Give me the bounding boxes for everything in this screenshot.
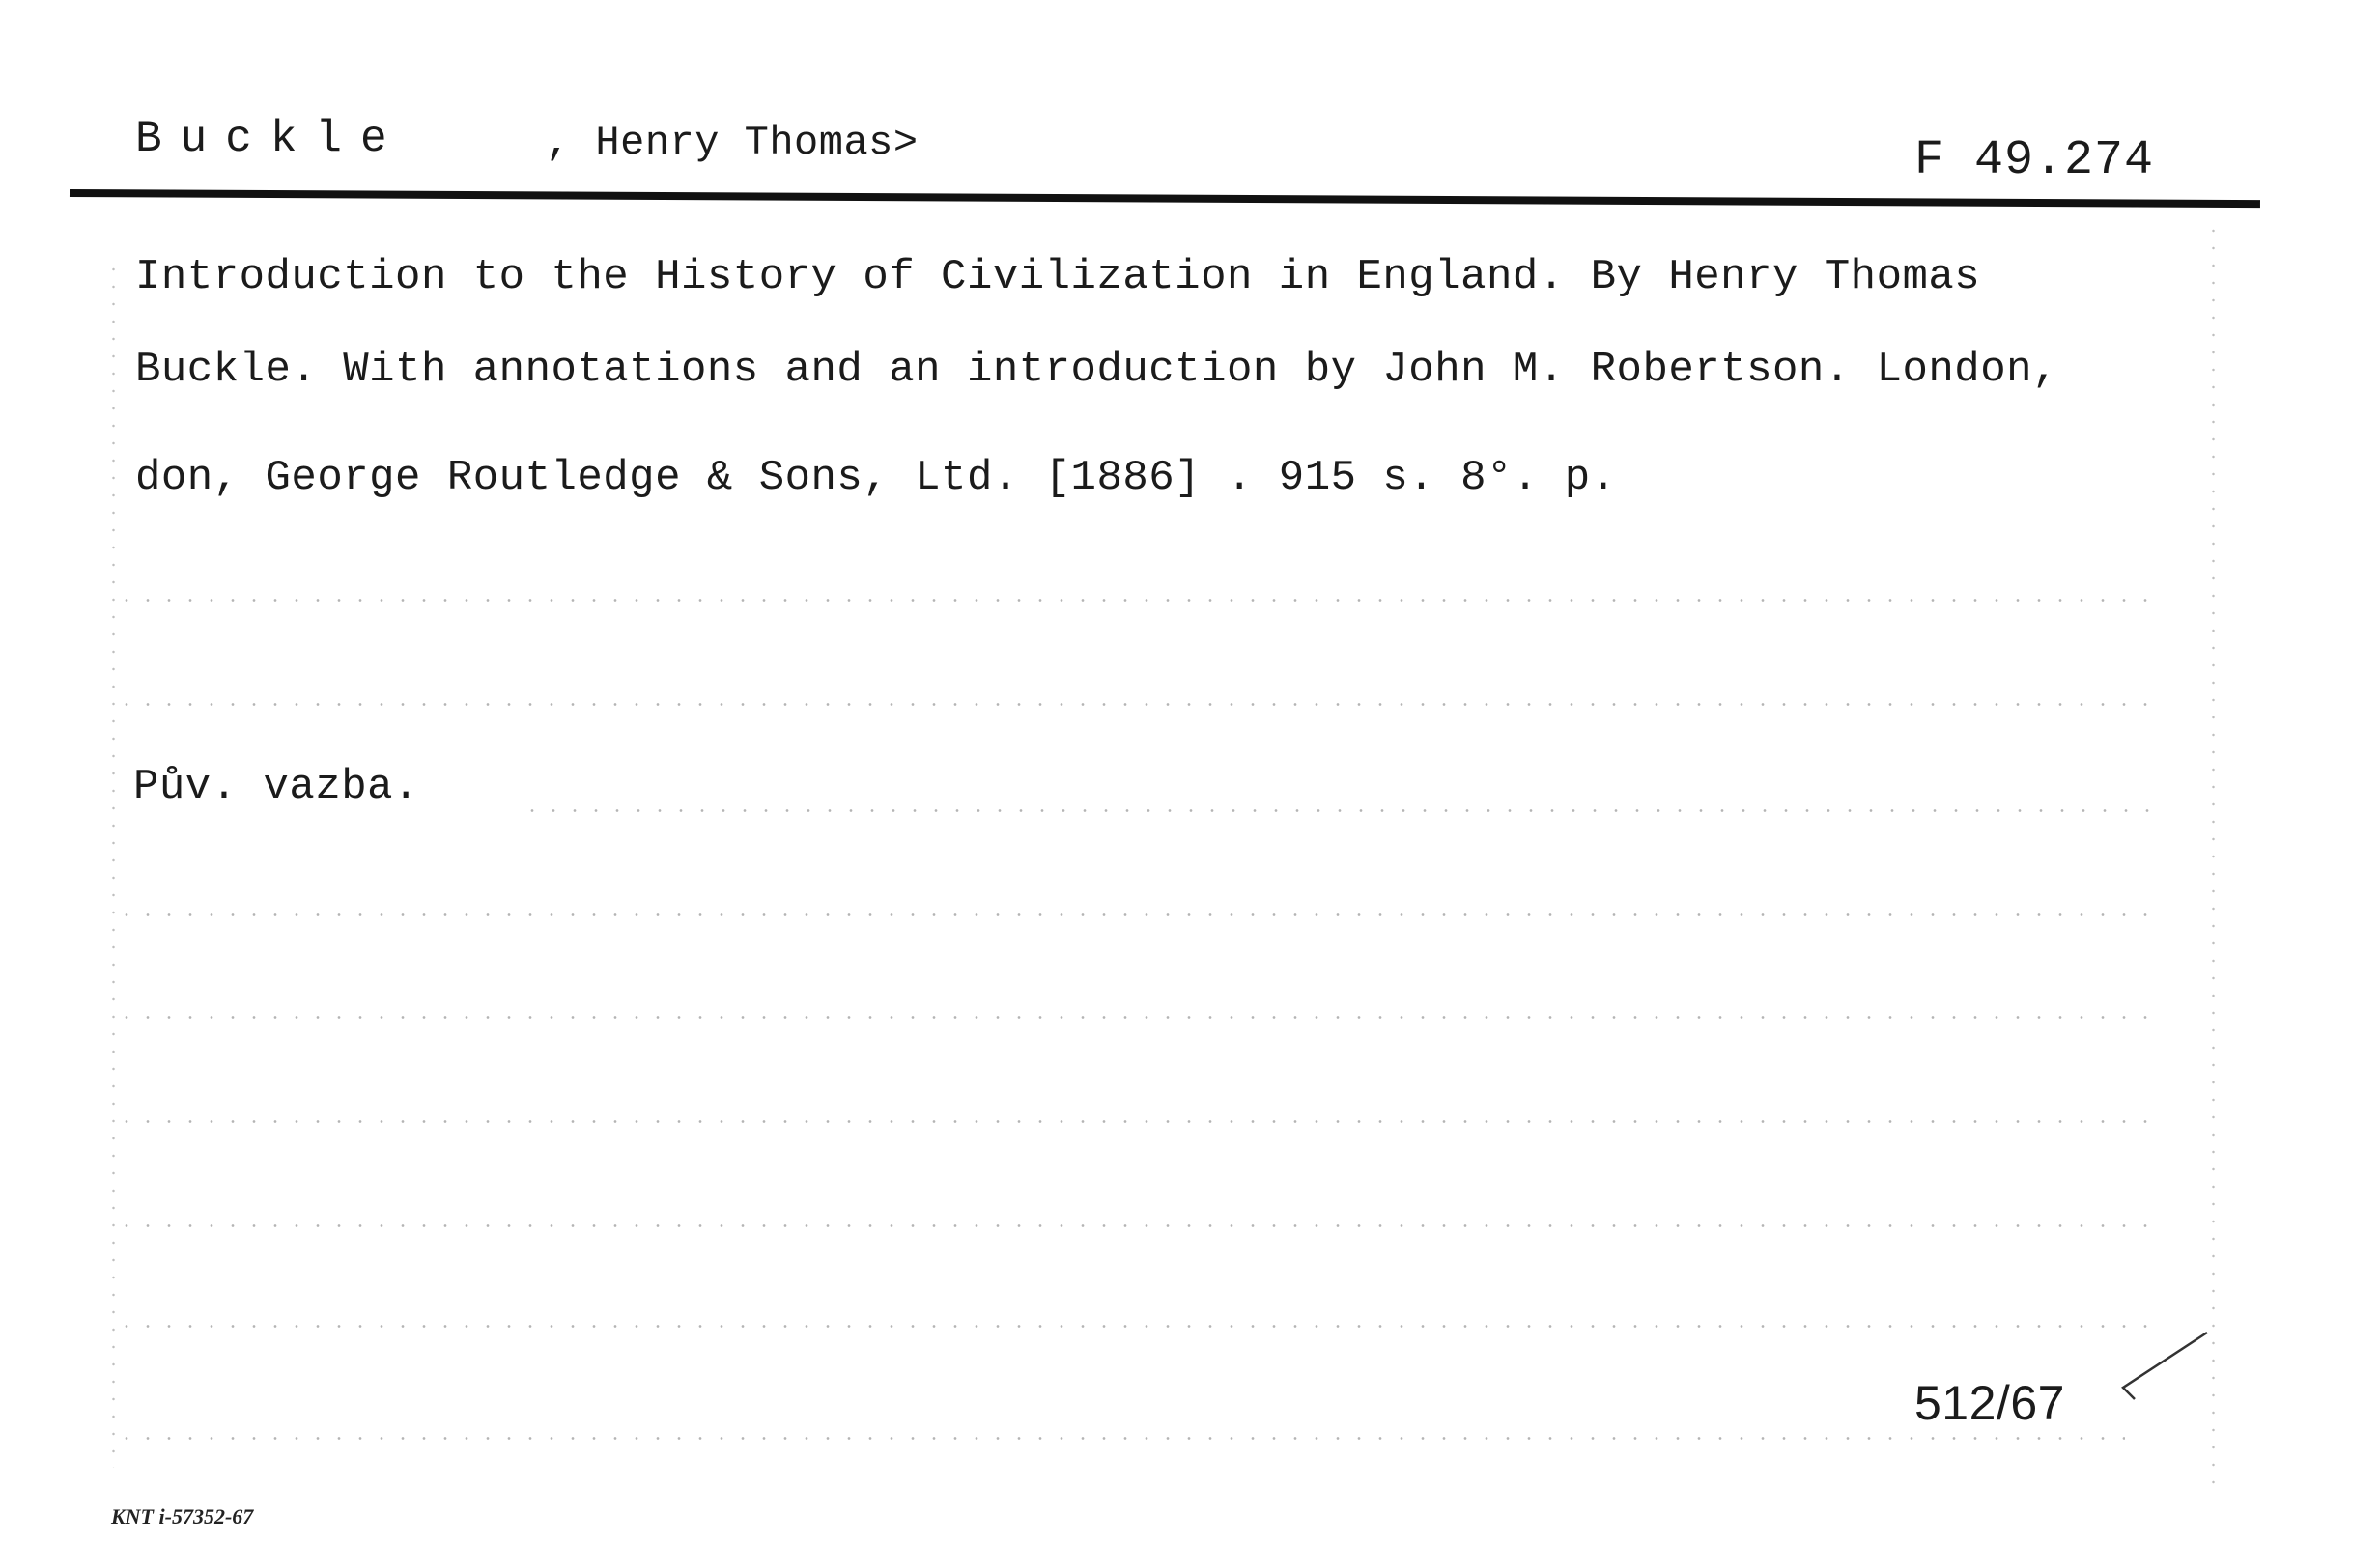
dotted-guide: [116, 1325, 2164, 1328]
dotted-guide: [116, 913, 2164, 916]
dotted-guide: [116, 1437, 2125, 1440]
printer-imprint: KNT i-57352-67: [111, 1504, 254, 1529]
dotted-guide: [116, 1120, 2164, 1123]
dotted-guide: [522, 809, 2164, 812]
description-line-2: Buckle. With annotations and an introduction by John M. Robertson. London,: [135, 346, 2058, 394]
check-mark-icon: [2106, 1328, 2212, 1405]
dotted-guide: [116, 703, 2164, 706]
dotted-guide: [116, 1016, 2164, 1019]
description-line-1: Introduction to the History of Civilization in England. By Henry Thomas: [135, 253, 1981, 301]
author-surname: Buckle: [135, 114, 406, 164]
author-given-names: , Henry Thomas>: [546, 120, 919, 166]
shelf-mark: F 49.274: [1914, 133, 2155, 188]
accession-number: 512/67: [1914, 1376, 2065, 1430]
header-rule: [70, 189, 2260, 208]
dotted-guide: [116, 1224, 2164, 1227]
description-line-3: don, George Routledge & Sons, Ltd. [1886] . 915 s. 8°. p.: [135, 454, 1617, 502]
left-margin-dots: [112, 261, 115, 1468]
dotted-guide: [116, 599, 2164, 602]
right-margin-dots: [2212, 222, 2215, 1497]
binding-note: Pův. vazba.: [133, 763, 419, 811]
